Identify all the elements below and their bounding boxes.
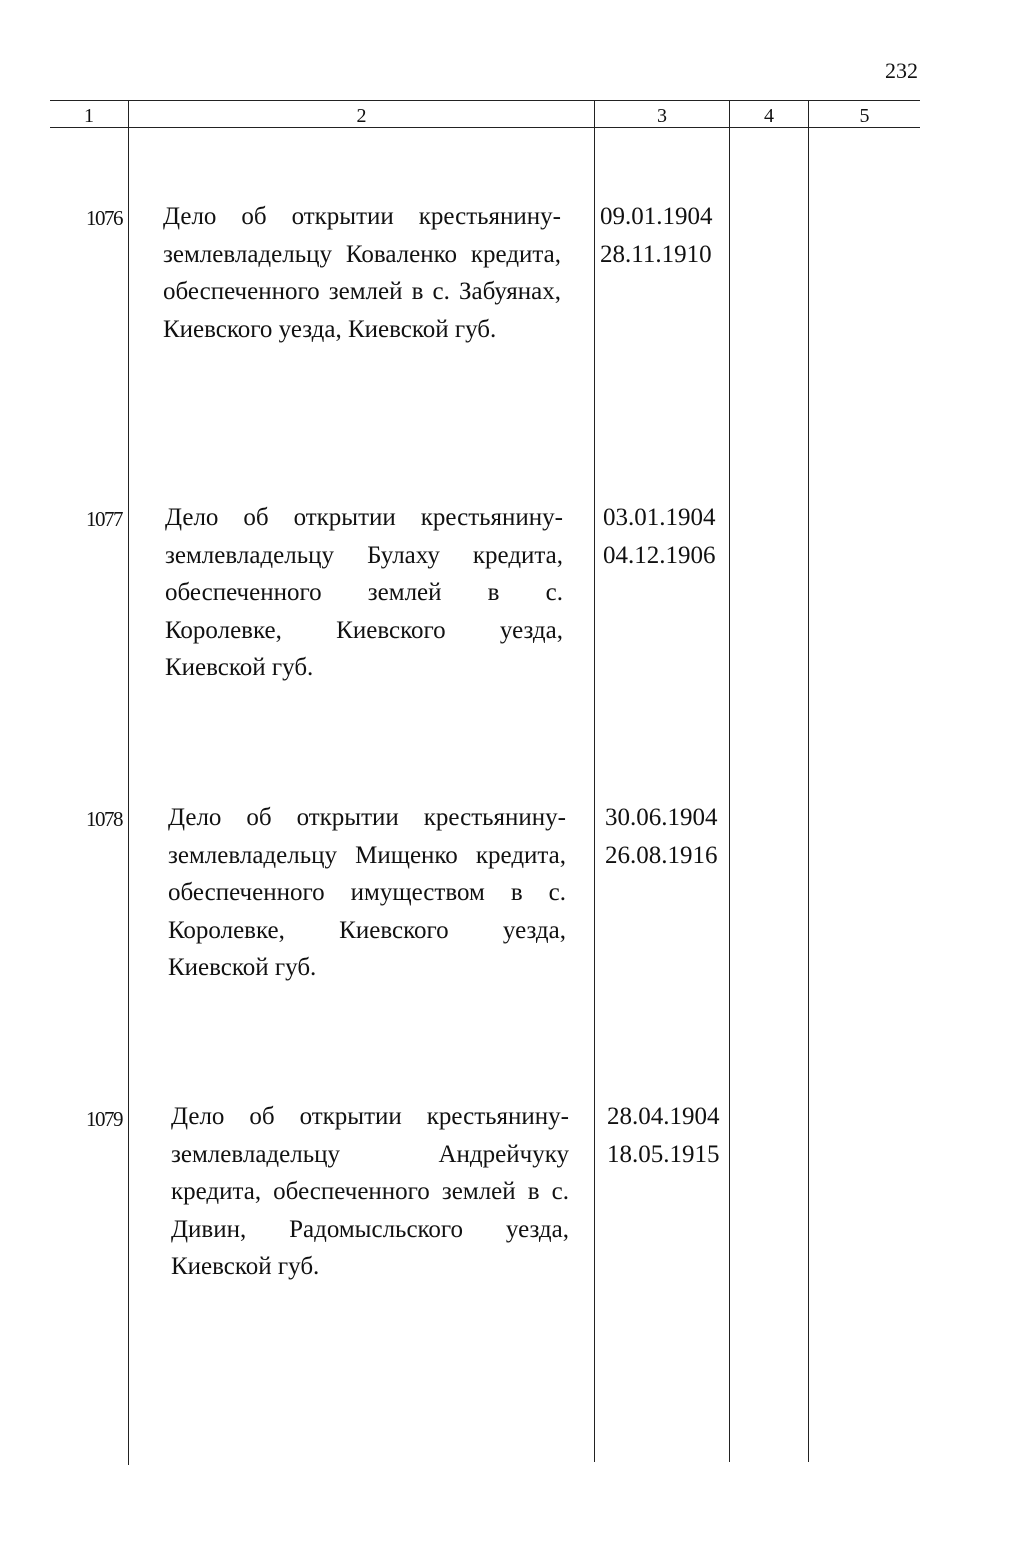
entry-number: 1076 xyxy=(86,206,122,230)
entry-description: Дело об открытии крестьянину-землевладельцу Мищенко кредита, обеспеченного имуществом в с. Королевке, Киевского уезда, Киевской губ. xyxy=(168,804,566,981)
entry-description: Дело об открытии крестьянину-землевладельцу Коваленко кредита, обеспеченного землей в с. Забуянах, Киевского уезда, Киевской губ. xyxy=(163,203,561,343)
table-top-rule xyxy=(50,100,920,101)
date-end: 28.11.1910 xyxy=(600,240,712,268)
column-rule-3 xyxy=(729,100,730,1462)
date-end: 26.08.1916 xyxy=(605,841,718,869)
date-start: 28.04.1904 xyxy=(607,1103,720,1130)
entry-number: 1079 xyxy=(86,1107,122,1131)
entry-dates xyxy=(605,799,718,874)
column-header-2: 2 xyxy=(356,105,367,127)
column-rule-1 xyxy=(128,100,129,1465)
entry-dates xyxy=(600,198,713,273)
entry-number: 1077 xyxy=(86,507,122,531)
entry-number: 1078 xyxy=(86,807,122,831)
column-rule-2 xyxy=(594,100,595,1462)
entry-dates xyxy=(607,1098,720,1173)
date-start: 09.01.1904 xyxy=(600,203,713,230)
column-rule-4 xyxy=(808,100,809,1462)
entry-description: Дело об открытии крестьянину-землевладельцу Булаху кредита, обеспеченного землей в с. Королевке, Киевского уезда, Киевской губ. xyxy=(165,504,563,681)
date-start: 03.01.1904 xyxy=(603,504,716,531)
column-header-4: 4 xyxy=(764,105,774,127)
page-number: 232 xyxy=(885,58,918,83)
date-end: 04.12.1906 xyxy=(603,541,716,569)
entry-dates xyxy=(603,499,716,574)
entry-description: Дело об открытии крестьянину-землевладельцу Андрейчуку кредита, обеспеченного землей в с. Дивин, Радомысльского уезда, Киевской губ. xyxy=(171,1103,569,1280)
column-header-5: 5 xyxy=(859,105,870,127)
date-end: 18.05.1915 xyxy=(607,1140,720,1168)
column-header-1: 1 xyxy=(84,105,94,127)
date-start: 30.06.1904 xyxy=(605,804,718,831)
column-header-3: 3 xyxy=(657,105,667,127)
